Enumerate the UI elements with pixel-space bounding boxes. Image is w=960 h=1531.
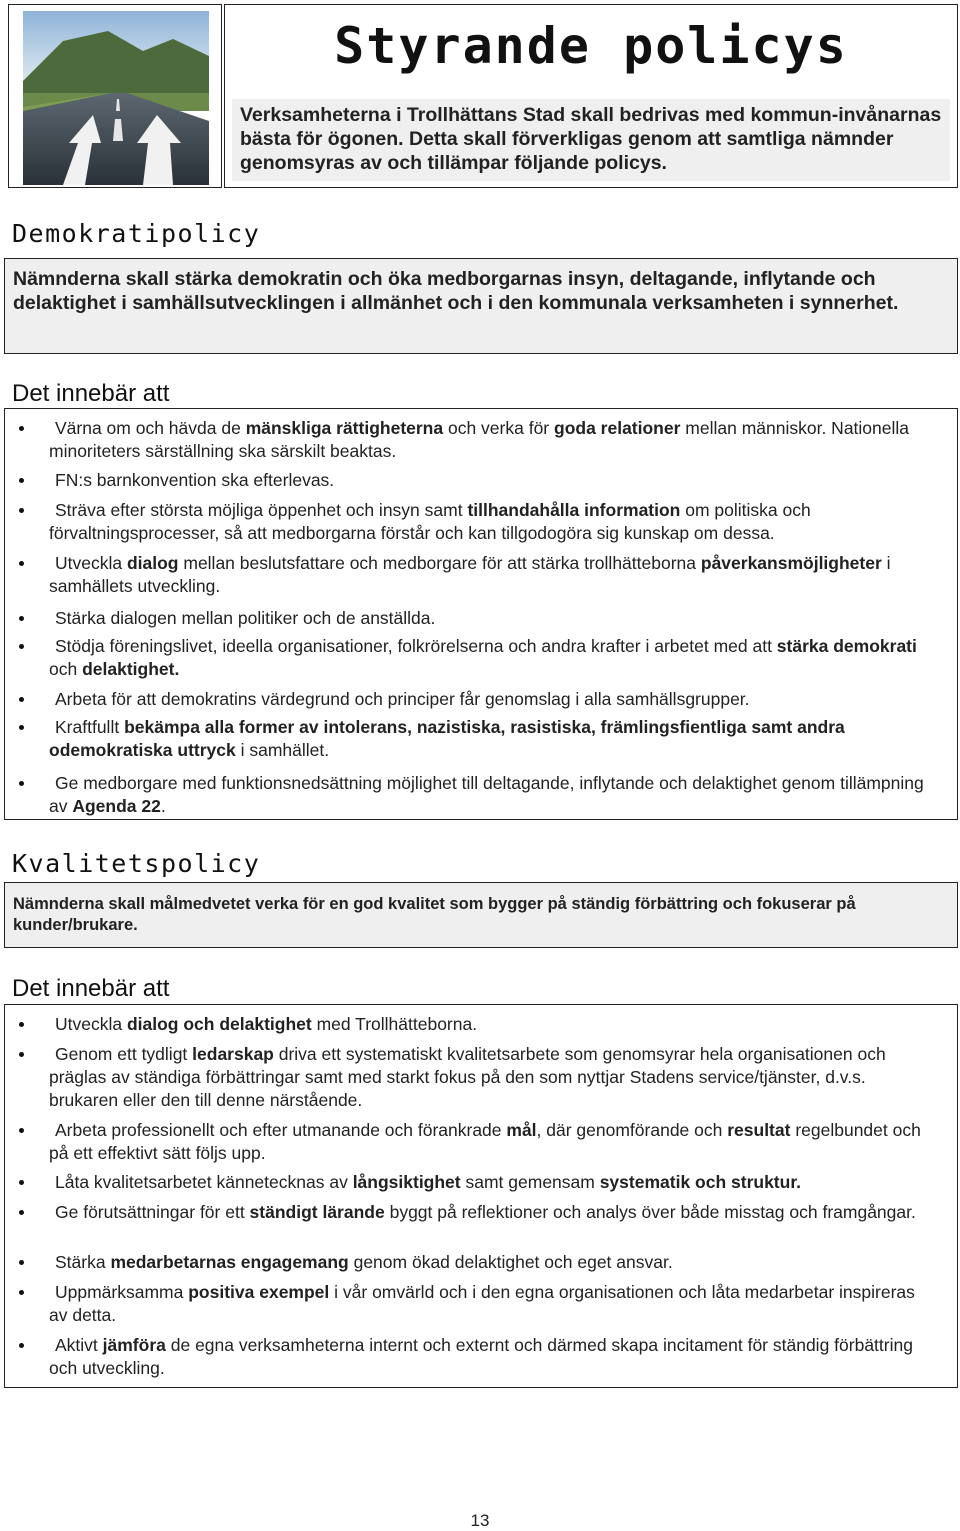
bullet-icon [19,1343,24,1348]
plain-text: Stärka [55,1252,111,1272]
plain-text: om politiska och förvaltningsprocesser, så att medborgarna förstår och kan tillgodogöra sig kunskap om dessa. [49,500,811,543]
kvalitet-list-box [4,1004,958,1388]
emphasis-text: ständigt lärande [249,1202,385,1222]
emphasis-text: bekämpa alla former av intolerans, nazistiska, rasistiska, främlingsfientliga samt andra odemokratiska uttryck [49,717,845,760]
bullet-icon [19,1290,24,1295]
intro-text: Verksamheterna i Trollhättans Stad skall bedrivas med kommun-invånarnas bästa för ögonen. Detta skall förverkligas genom att samtliga nämnder genomsyras av och tillämpar följande policys. [240,104,942,174]
kvalitetspolicy-heading: Kvalitetspolicy [12,849,261,878]
plain-text: Aktivt [55,1335,103,1355]
plain-text: och [49,659,83,679]
plain-text: driva ett systematiskt kvalitetsarbete som genomsyrar hela organisationen och präglas av ständiga förbättringar samt med starkt fokus på den som nyttjar Stadens service/tjänster, d.v.s. brukaren eller den till denne närstående. [49,1044,886,1110]
plain-text: byggt på reflektioner och analys över både misstag och framgångar. [384,1202,916,1222]
emphasis-text: långsiktighet [352,1172,461,1192]
plain-text: med Trollhätteborna. [311,1014,478,1034]
road-arrows-image [23,11,209,185]
demokratipolicy-statement: Nämnderna skall stärka demokratin och öka medborgarnas insyn, deltagande, inflytande och delaktighet i samhällsutvecklingen i allmänhet och i den kommunala verksamheten i synnerhet. [13,268,899,314]
bullet-icon [19,426,24,431]
emphasis-text: påverkansmöjligheter [700,553,882,573]
kvalitet-subheading: Det innebär att [12,975,170,1002]
list-item-text [49,1251,937,1274]
list-item-text [49,417,937,463]
emphasis-text: mänskliga rättigheterna [245,418,444,438]
emphasis-text: positiva exempel [188,1282,330,1302]
intro-box [232,99,950,181]
plain-text: Ge förutsättningar för ett [55,1202,250,1222]
bullet-icon [19,1260,24,1265]
plain-text: Låta kvalitetsarbetet kännetecknas av [55,1172,353,1192]
emphasis-text: dialog och delaktighet [126,1014,312,1034]
emphasis-text: stärka demokrati [776,636,917,656]
plain-text: Arbeta professionellt och efter utmanande och förankrade [55,1120,507,1140]
demokratipolicy-statement-box [4,258,958,354]
bullet-icon [19,644,24,649]
list-item-text [49,1334,937,1380]
bullet-icon [19,1210,24,1215]
plain-text: Uppmärksamma [55,1282,189,1302]
kvalitetspolicy-statement-box [4,882,958,948]
list-item-text [49,635,937,681]
list-item-text [49,1281,937,1327]
plain-text: mellan beslutsfattare och medborgare för att stärka trollhätteborna [178,553,701,573]
list-item-text [49,552,937,598]
page-number: 13 [470,1511,490,1530]
plain-text: samt gemensam [460,1172,600,1192]
emphasis-text: ledarskap [192,1044,274,1064]
plain-text: FN:s barnkonvention ska efterlevas. [55,470,335,490]
bullet-icon [19,508,24,513]
bullet-icon [19,781,24,786]
demokrati-list-box [4,408,958,820]
emphasis-text: delaktighet. [82,659,180,679]
demokrati-subheading: Det innebär att [12,380,170,407]
list-item-text [49,469,937,492]
bullet-icon [19,1180,24,1185]
emphasis-text: medarbetarnas engagemang [110,1252,349,1272]
plain-text: i samhället. [235,740,330,760]
list-item-text [49,772,937,818]
plain-text: och verka för [443,418,554,438]
header-photo-frame [8,4,222,188]
bullet-icon [19,725,24,730]
emphasis-text: jämföra [102,1335,166,1355]
emphasis-text: resultat [727,1120,791,1140]
page-title: Styrande policys [334,17,848,75]
list-item-text [49,688,937,711]
emphasis-text: goda relationer [554,418,681,438]
list-item-text [49,607,937,630]
plain-text: Värna om och hävda de [55,418,246,438]
plain-text: i vår omvärld och i den egna organisationen och låta medarbetar inspireras av detta. [49,1282,915,1325]
plain-text: Arbeta för att demokratins värdegrund och principer får genomslag i alla samhällsgrupper. [55,689,750,709]
list-item-text [49,716,937,762]
bullet-icon [19,561,24,566]
plain-text: . [160,796,166,816]
plain-text: Stödja föreningslivet, ideella organisationer, folkrörelserna och andra krafter i arbetet med att [55,636,777,656]
bullet-icon [19,616,24,621]
plain-text: Kraftfullt [55,717,125,737]
demokratipolicy-heading: Demokratipolicy [12,219,261,248]
emphasis-text: tillhandahålla information [467,500,681,520]
road-arrows-photo [23,11,209,185]
emphasis-text: Agenda 22 [72,796,161,816]
list-item-text [49,1201,937,1224]
list-item-text [49,1171,937,1194]
plain-text: , där genomförande och [536,1120,728,1140]
plain-text: Ge medborgare med funktionsnedsättning möjlighet till deltagande, inflytande och delaktighet genom tillämpning av [49,773,924,816]
list-item-text [49,1043,937,1112]
plain-text: i samhällets utveckling. [49,553,891,596]
plain-text: genom ökad delaktighet och eget ansvar. [348,1252,673,1272]
bullet-icon [19,478,24,483]
plain-text: de egna verksamheterna internt och externt och därmed skapa incitament för ständig förbättring och utveckling. [49,1335,913,1378]
plain-text: regelbundet och på ett effektivt sätt följs upp. [49,1120,921,1163]
plain-text: Genom ett tydligt [55,1044,193,1064]
bullet-icon [19,1052,24,1057]
emphasis-text: dialog [126,553,179,573]
plain-text: Sträva efter största möjliga öppenhet och insyn samt [55,500,468,520]
bullet-icon [19,697,24,702]
bullet-icon [19,1128,24,1133]
plain-text: Utveckla [55,1014,127,1034]
list-item-text [49,1119,937,1165]
plain-text: Utveckla [55,553,127,573]
list-item-text [49,499,937,545]
title-box [224,4,958,188]
bullet-icon [19,1022,24,1027]
list-item-text [49,1013,937,1036]
plain-text: Stärka dialogen mellan politiker och de anställda. [55,608,436,628]
kvalitetspolicy-statement: Nämnderna skall målmedvetet verka för en god kvalitet som bygger på ständig förbättring och fokuserar på kunder/brukare. [13,895,856,934]
emphasis-text: systematik och struktur. [599,1172,802,1192]
emphasis-text: mål [506,1120,537,1140]
plain-text: mellan människor. Nationella minoriteters särställning ska särskilt beaktas. [49,418,910,461]
